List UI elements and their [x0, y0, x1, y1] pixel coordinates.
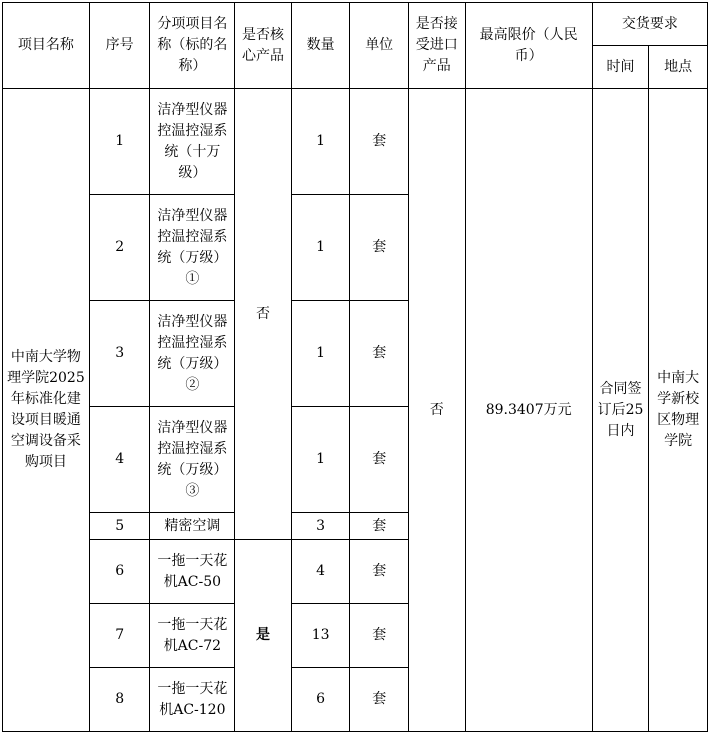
header-max-price: 最高限价（人民币）	[465, 3, 592, 89]
import-cell: 否	[408, 89, 465, 732]
seq-cell: 2	[89, 195, 150, 301]
quantity-cell: 1	[291, 89, 350, 195]
quantity-cell: 1	[291, 301, 350, 407]
delivery-time-cell: 合同签订后25日内	[592, 89, 649, 732]
header-import: 是否接受进口产品	[408, 3, 465, 89]
item-name-cell: 一拖一天花机AC-120	[150, 668, 235, 732]
unit-cell: 套	[350, 604, 409, 668]
item-name-cell: 洁净型仪器控温控湿系统（万级）①	[150, 195, 235, 301]
seq-cell: 3	[89, 301, 150, 407]
delivery-place-cell: 中南大学新校区物理学院	[649, 89, 708, 732]
item-name-cell: 洁净型仪器控温控湿系统（十万级）	[150, 89, 235, 195]
header-unit: 单位	[350, 3, 409, 89]
header-item-name: 分项项目名称（标的名称）	[150, 3, 235, 89]
seq-cell: 7	[89, 604, 150, 668]
quantity-cell: 1	[291, 195, 350, 301]
unit-cell: 套	[350, 89, 409, 195]
header-core-product: 是否核心产品	[235, 3, 292, 89]
unit-cell: 套	[350, 407, 409, 513]
quantity-cell: 4	[291, 540, 350, 604]
seq-cell: 1	[89, 89, 150, 195]
unit-cell: 套	[350, 301, 409, 407]
quantity-cell: 1	[291, 407, 350, 513]
procurement-table	[2, 2, 708, 732]
table-row	[3, 89, 708, 195]
quantity-cell: 13	[291, 604, 350, 668]
unit-cell: 套	[350, 668, 409, 732]
header-quantity: 数量	[291, 3, 350, 89]
header-project-name: 项目名称	[3, 3, 90, 89]
quantity-cell: 3	[291, 513, 350, 540]
item-name-cell: 精密空调	[150, 513, 235, 540]
seq-cell: 5	[89, 513, 150, 540]
header-delivery-place: 地点	[649, 46, 708, 89]
seq-cell: 6	[89, 540, 150, 604]
unit-cell: 套	[350, 540, 409, 604]
project-name-cell: 中南大学物理学院2025年标准化建设项目暖通空调设备采购项目	[3, 89, 90, 732]
quantity-cell: 6	[291, 668, 350, 732]
seq-cell: 4	[89, 407, 150, 513]
core-product-cell: 否	[235, 89, 292, 540]
core-product-cell: 是	[235, 540, 292, 732]
unit-cell: 套	[350, 195, 409, 301]
header-seq: 序号	[89, 3, 150, 89]
item-name-cell: 一拖一天花机AC-72	[150, 604, 235, 668]
seq-cell: 8	[89, 668, 150, 732]
item-name-cell: 洁净型仪器控温控湿系统（万级）③	[150, 407, 235, 513]
item-name-cell: 洁净型仪器控温控湿系统（万级）②	[150, 301, 235, 407]
header-delivery-time: 时间	[592, 46, 649, 89]
item-name-cell: 一拖一天花机AC-50	[150, 540, 235, 604]
max-price-cell: 89.3407万元	[465, 89, 592, 732]
header-delivery: 交货要求	[592, 3, 707, 46]
unit-cell: 套	[350, 513, 409, 540]
